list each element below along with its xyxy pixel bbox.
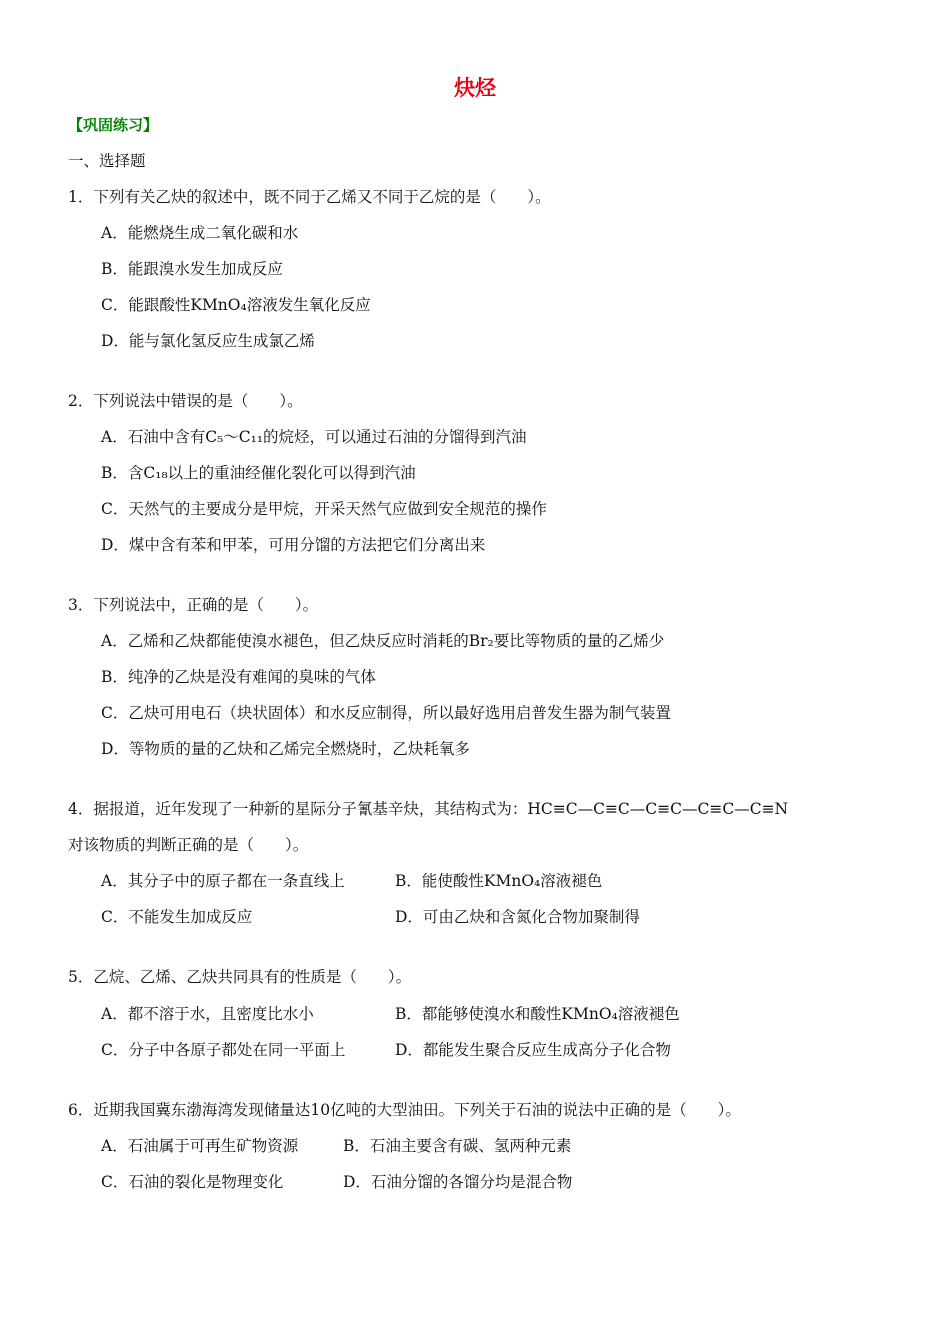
question-5-option-b: B．都能够使溴水和酸性KMnO₄溶液褪色 [395,1005,680,1023]
part-heading: 一、选择题 [68,152,146,170]
question-3-option-c: C．乙炔可用电石（块状固体）和水反应制得，所以最好选用启普发生器为制气装置 [101,704,671,722]
question-5-option-a: A．都不溶于水，且密度比水小 [101,1005,314,1023]
section-tag: 【巩固练习】 [68,116,159,134]
question-4-option-a: A．其分子中的原子都在一条直线上 [101,872,345,890]
question-1-option-c: C．能跟酸性KMnO₄溶液发生氧化反应 [101,296,371,314]
question-4-stem-continued: 对该物质的判断正确的是（ ）。 [68,836,309,854]
question-2-stem: 2．下列说法中错误的是（ ）。 [68,392,303,410]
question-1-stem: 1．下列有关乙炔的叙述中，既不同于乙烯又不同于乙烷的是（ ）。 [68,188,551,206]
question-1-option-b: B．能跟溴水发生加成反应 [101,260,283,278]
question-6-option-c: C．石油的裂化是物理变化 [101,1173,284,1191]
question-2-option-a: A．石油中含有C₅～C₁₁的烷烃，可以通过石油的分馏得到汽油 [101,428,527,446]
question-1-option-a: A．能燃烧生成二氧化碳和水 [101,224,299,242]
question-3-option-a: A．乙烯和乙炔都能使溴水褪色，但乙炔反应时消耗的Br₂要比等物质的量的乙烯少 [101,632,665,650]
question-4-option-b: B．能使酸性KMnO₄溶液褪色 [395,872,603,890]
question-3-option-b: B．纯净的乙炔是没有难闻的臭味的气体 [101,668,376,686]
question-6-stem: 6．近期我国冀东渤海湾发现储量达10亿吨的大型油田。下列关于石油的说法中正确的是（ ）。 [68,1101,741,1119]
question-2-option-c: C．天然气的主要成分是甲烷，开采天然气应做到安全规范的操作 [101,500,547,518]
question-6-option-b: B．石油主要含有碳、氢两种元素 [343,1137,572,1155]
question-4-option-d: D．可由乙炔和含氮化合物加聚制得 [395,908,640,926]
question-4-option-c: C．不能发生加成反应 [101,908,253,926]
question-5-option-d: D．都能发生聚合反应生成高分子化合物 [395,1041,671,1059]
question-6-option-d: D．石油分馏的各馏分均是混合物 [343,1173,573,1191]
question-2-option-b: B．含C₁₈以上的重油经催化裂化可以得到汽油 [101,464,416,482]
question-4-stem: 4．据报道，近年发现了一种新的星际分子氰基辛炔，其结构式为：HC≡C—C≡C—C≡C—C≡C—C≡N [68,800,789,818]
question-5-option-c: C．分子中各原子都处在同一平面上 [101,1041,346,1059]
question-1-option-d: D．能与氯化氢反应生成氯乙烯 [101,332,315,350]
question-2-option-d: D．煤中含有苯和甲苯，可用分馏的方法把它们分离出来 [101,536,486,554]
question-5-stem: 5．乙烷、乙烯、乙炔共同具有的性质是（ ）。 [68,968,412,986]
question-3-stem: 3．下列说法中，正确的是（ ）。 [68,596,319,614]
question-3-option-d: D．等物质的量的乙炔和乙烯完全燃烧时，乙炔耗氧多 [101,740,470,758]
question-6-option-a: A．石油属于可再生矿物资源 [101,1137,299,1155]
page-title: 炔烃 [454,76,496,100]
